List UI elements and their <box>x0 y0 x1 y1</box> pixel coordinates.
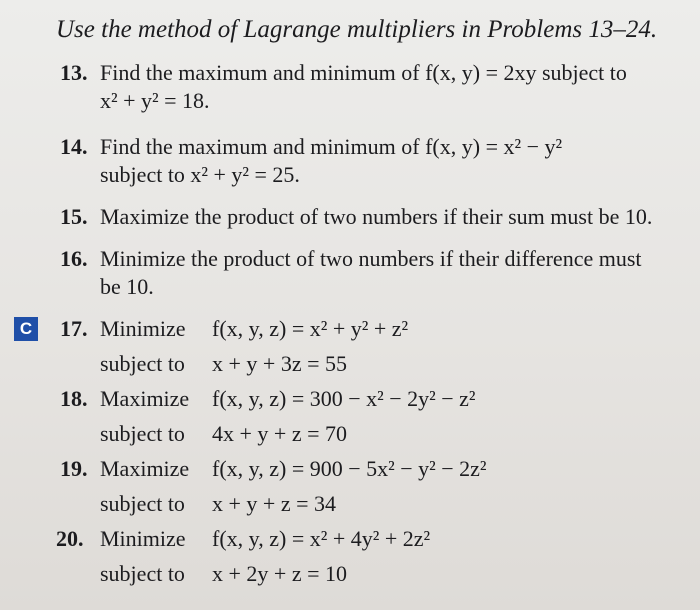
problem-13-line-1: Find the maximum and minimum of f(x, y) = 2xy subject to <box>100 60 627 85</box>
problem-17-number: 17. <box>60 316 88 341</box>
problem-17-function: f(x, y, z) = x² + y² + z² <box>212 316 409 341</box>
problem-17-constraint: x + y + 3z = 55 <box>212 351 347 376</box>
problem-14-line-1: Find the maximum and minimum of f(x, y) = x² − y² <box>100 134 563 159</box>
problem-15-number: 15. <box>60 204 88 229</box>
problem-20-constraint: x + 2y + z = 10 <box>212 561 347 586</box>
problem-16-line-1: Minimize the product of two numbers if their difference must <box>100 246 642 271</box>
section-heading: Use the method of Lagrange multipliers in Problems 13–24. <box>56 16 658 43</box>
problem-20-number: 20. <box>56 526 84 551</box>
problem-20-task: Minimize <box>100 526 186 551</box>
problem-18-constraint: 4x + y + z = 70 <box>212 421 347 446</box>
problem-19-function: f(x, y, z) = 900 − 5x² − y² − 2z² <box>212 456 487 481</box>
problem-18-function: f(x, y, z) = 300 − x² − 2y² − z² <box>212 386 476 411</box>
problem-16-number: 16. <box>60 246 88 271</box>
problem-13-number: 13. <box>60 60 88 85</box>
problem-18-number: 18. <box>60 386 88 411</box>
problem-19-number: 19. <box>60 456 88 481</box>
calculator-badge-icon: C <box>14 317 38 341</box>
problem-14-number: 14. <box>60 134 88 159</box>
problem-19-constraint-label: subject to <box>100 491 185 516</box>
problem-18-task: Maximize <box>100 386 190 411</box>
problem-15-line-1: Maximize the product of two numbers if their sum must be 10. <box>100 204 653 229</box>
problem-19-task: Maximize <box>100 456 190 481</box>
problem-17-constraint-label: subject to <box>100 351 185 376</box>
problem-20-function: f(x, y, z) = x² + 4y² + 2z² <box>212 526 431 551</box>
problem-16-line-2: be 10. <box>100 274 154 299</box>
problem-14-line-2: subject to x² + y² = 25. <box>100 162 300 187</box>
problem-18-constraint-label: subject to <box>100 421 185 446</box>
problem-20-constraint-label: subject to <box>100 561 185 586</box>
problem-17-task: Minimize <box>100 316 186 341</box>
problem-19-constraint: x + y + z = 34 <box>212 491 336 516</box>
problem-13-line-2: x² + y² = 18. <box>100 88 210 113</box>
